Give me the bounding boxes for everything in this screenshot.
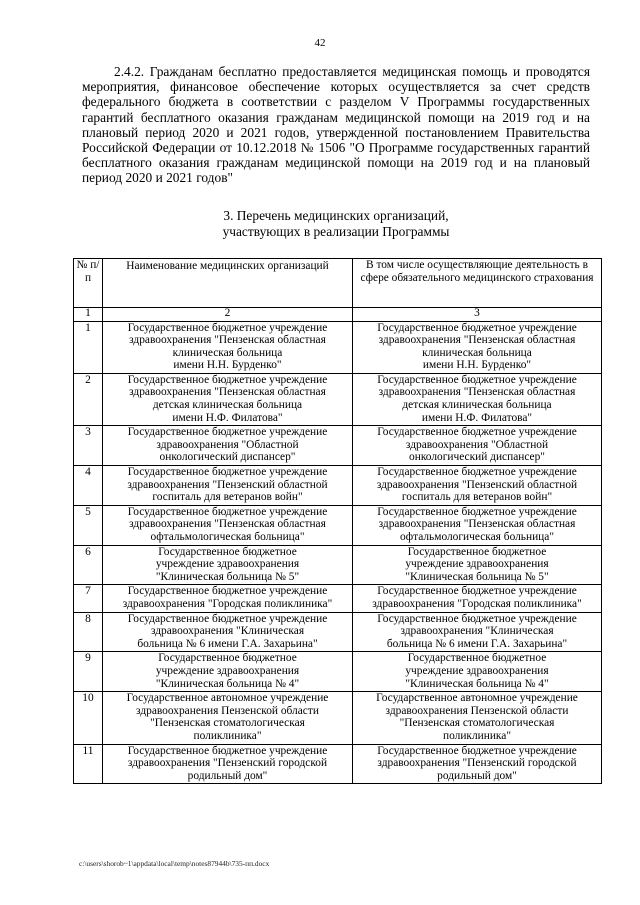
row-number: 11 [74, 744, 103, 784]
organization-name-line: здравоохранения "Пензенская областная [129, 334, 326, 347]
organization-name-line: Государственное бюджетное учреждение [127, 505, 328, 518]
page-number: 42 [314, 37, 326, 49]
organization-name-line: здравоохранения "Пензенская областная [129, 518, 326, 531]
oms-organization-line: Государственное бюджетное учреждение [377, 321, 577, 334]
oms-organization-line: Государственное бюджетное учреждение [377, 612, 577, 625]
section-title-line-1: 3. Перечень медицинских организаций, [223, 208, 449, 223]
organization-name-line: больница № 6 имени Г.А. Захарьина" [137, 637, 318, 650]
organization-name-line: "Клиническая больница № 5" [155, 570, 300, 583]
organization-name-line: "Клиническая больница № 4" [155, 677, 300, 690]
oms-organization-line: "Клиническая больница № 4" [405, 677, 549, 690]
header-oms: В том числе осуществляющие деятельность в сфере обязательного медицинского страхования [353, 259, 602, 308]
table-row [74, 321, 602, 373]
organizations-table-body [74, 259, 602, 784]
organization-name-cell [103, 545, 353, 585]
organization-name-line: онкологический диспансер" [159, 451, 296, 464]
header-name: Наименование медицинских организаций [103, 259, 353, 308]
row-number: 5 [74, 505, 103, 545]
organization-name-line: Государственное бюджетное [158, 545, 297, 558]
oms-organization-line: здравоохранения Пензенской области [385, 704, 569, 717]
oms-organization-cell [353, 466, 602, 506]
oms-organization-line: больница № 6 имени Г.А. Захарьина" [386, 637, 568, 650]
organization-name-line: офтальмологическая больница" [150, 531, 305, 543]
table-row [74, 373, 602, 425]
table-column-index-row [74, 308, 602, 322]
organization-name-cell [103, 321, 353, 373]
oms-organization-line: здравоохранения "Пензенская областная [378, 386, 576, 399]
organization-name-line: Государственное бюджетное учреждение [127, 585, 328, 598]
oms-organization-line: Государственное бюджетное учреждение [377, 466, 577, 479]
intro-paragraph: 2.4.2. Гражданам бесплатно предоставляется медицинская помощь и проводятся мероприятия, финансовое обеспечение которых осуществляется за счет средств федерального бюджета в соответствии с разделом V Программы государственных гарантий бесплатного оказания гражданам медицинской помощи на 2019 год и на плановый период 2020 и 2021 годов, утвержденной постановлением Правительства Российской Федерации от 10.12.2018 № 1506 "О Программе государственных гарантий бесплатного оказания гражданам медицинской помощи на 2019 год и на плановый период 2020 и 2021 годов" [82, 64, 590, 186]
organization-name-line: поликлиника" [193, 729, 262, 742]
organization-name-line: здравоохранения "Пензенский городской [127, 757, 328, 770]
oms-organization-line: имени Н.Н. Бурденко" [422, 359, 532, 372]
oms-organization-line: госпиталь для ветеранов войн" [401, 491, 553, 504]
oms-organization-line: офтальмологическая больница" [400, 531, 554, 543]
organization-name-line: имени Н.Ф. Филатова" [172, 411, 283, 424]
oms-organization-line: онкологический диспансер" [409, 451, 545, 464]
organization-name-line: здравоохранения "Городская поликлиника" [122, 597, 333, 610]
table-row [74, 744, 602, 784]
organization-name-line: Государственное бюджетное учреждение [127, 321, 328, 334]
table-row [74, 466, 602, 506]
oms-organization-line: "Пензенская стоматологическая [399, 717, 555, 730]
organization-name-cell [103, 373, 353, 425]
table-row [74, 612, 602, 652]
organization-name-cell [103, 652, 353, 692]
organization-name-line: Государственное бюджетное учреждение [127, 744, 328, 757]
column-index-1: 1 [74, 308, 103, 322]
row-number: 7 [74, 585, 103, 612]
row-number: 2 [74, 373, 103, 425]
footer-file-path: c:\users\shorob~1\appdata\local\temp\notes87944b\735-пп.docx [79, 859, 270, 868]
oms-organization-line: имени Н.Ф. Филатова" [421, 411, 533, 424]
row-number: 10 [74, 692, 103, 744]
organization-name-line: учреждение здравоохранения [155, 664, 300, 677]
header-num: № п/п [74, 259, 103, 308]
oms-organization-line: детская клиническая больница [402, 399, 552, 412]
section-title-line-2: участвующих в реализации Программы [222, 223, 450, 239]
organization-name-line: учреждение здравоохранения [155, 558, 300, 571]
organization-name-line: Государственное бюджетное учреждение [127, 426, 328, 439]
organization-name-cell [103, 505, 353, 545]
organizations-table [73, 258, 602, 784]
column-index-3: 3 [353, 308, 602, 322]
oms-organization-cell [353, 321, 602, 373]
organization-name-line: родильный дом" [187, 769, 268, 782]
oms-organization-cell [353, 426, 602, 466]
organization-name-line: здравоохранения "Областной [156, 438, 299, 451]
table-row [74, 545, 602, 585]
organization-name-line: Государственное бюджетное учреждение [127, 466, 328, 479]
organization-name-line: здравоохранения "Пензенский областной [127, 478, 328, 491]
oms-organization-line: здравоохранения "Клиническая [400, 625, 554, 638]
oms-organization-line: Государственное бюджетное учреждение [377, 373, 577, 386]
row-number: 6 [74, 545, 103, 585]
organization-name-cell [103, 744, 353, 784]
oms-organization-line: учреждение здравоохранения [405, 664, 549, 677]
organization-name-cell [103, 426, 353, 466]
table-row [74, 585, 602, 612]
oms-organization-line: Государственное бюджетное [407, 545, 547, 558]
oms-organization-cell [353, 545, 602, 585]
organization-name-line: имени Н.Н. Бурденко" [173, 359, 282, 372]
organization-name-line: клиническая больница [172, 346, 283, 359]
oms-organization-line: Государственное автономное учреждение [376, 692, 578, 705]
row-number: 8 [74, 612, 103, 652]
row-number: 3 [74, 426, 103, 466]
row-number: 4 [74, 466, 103, 506]
organization-name-cell [103, 692, 353, 744]
organization-name-line: Государственное автономное учреждение [126, 692, 329, 705]
table-header-row [74, 259, 602, 308]
organization-name-cell [103, 585, 353, 612]
table-row [74, 505, 602, 545]
oms-organization-line: здравоохранения "Пензенская областная [378, 518, 576, 531]
organization-name-cell [103, 466, 353, 506]
column-index-2: 2 [103, 308, 353, 322]
organization-name-line: Государственное бюджетное учреждение [127, 612, 328, 625]
organization-name-line: Государственное бюджетное [158, 652, 297, 665]
row-number: 1 [74, 321, 103, 373]
organization-name-cell [103, 612, 353, 652]
oms-organization-line: здравоохранения "Пензенская областная [378, 334, 576, 347]
table-row [74, 652, 602, 692]
oms-organization-cell [353, 373, 602, 425]
oms-organization-line: здравоохранения "Пензенский областной [376, 478, 578, 491]
organization-name-line: здравоохранения Пензенской области [136, 704, 319, 717]
oms-organization-line: Государственное бюджетное учреждение [377, 505, 577, 518]
oms-organization-line: клиническая больница [422, 346, 532, 359]
oms-organization-cell [353, 692, 602, 744]
oms-organization-cell [353, 585, 602, 612]
oms-organization-cell [353, 612, 602, 652]
oms-organization-line: поликлиника" [443, 729, 511, 742]
oms-organization-line: Государственное бюджетное учреждение [377, 585, 577, 598]
organization-name-line: здравоохранения "Клиническая [150, 625, 305, 638]
oms-organization-cell [353, 652, 602, 692]
oms-organization-line: "Клиническая больница № 5" [405, 570, 549, 583]
organization-name-line: детская клиническая больница [152, 399, 303, 412]
oms-organization-line: здравоохранения "Городская поликлиника" [372, 597, 582, 610]
organization-name-line: Государственное бюджетное учреждение [127, 373, 328, 386]
organization-name-line: госпиталь для ветеранов войн" [152, 491, 303, 504]
oms-organization-line: здравоохранения "Пензенский городской [377, 757, 577, 770]
oms-organization-line: Государственное бюджетное учреждение [377, 744, 577, 757]
organization-name-line: здравоохранения "Пензенская областная [129, 386, 326, 399]
oms-organization-line: учреждение здравоохранения [405, 558, 549, 571]
section-title [82, 208, 590, 239]
table-row [74, 692, 602, 744]
oms-organization-line: здравоохранения "Областной [405, 438, 549, 451]
organization-name-line: "Пензенская стоматологическая [150, 717, 305, 730]
row-number: 9 [74, 652, 103, 692]
oms-organization-line: родильный дом" [437, 769, 517, 782]
oms-organization-line: Государственное бюджетное учреждение [377, 426, 577, 439]
oms-organization-cell [353, 505, 602, 545]
oms-organization-cell [353, 744, 602, 784]
oms-organization-line: Государственное бюджетное [407, 652, 547, 665]
table-row [74, 426, 602, 466]
